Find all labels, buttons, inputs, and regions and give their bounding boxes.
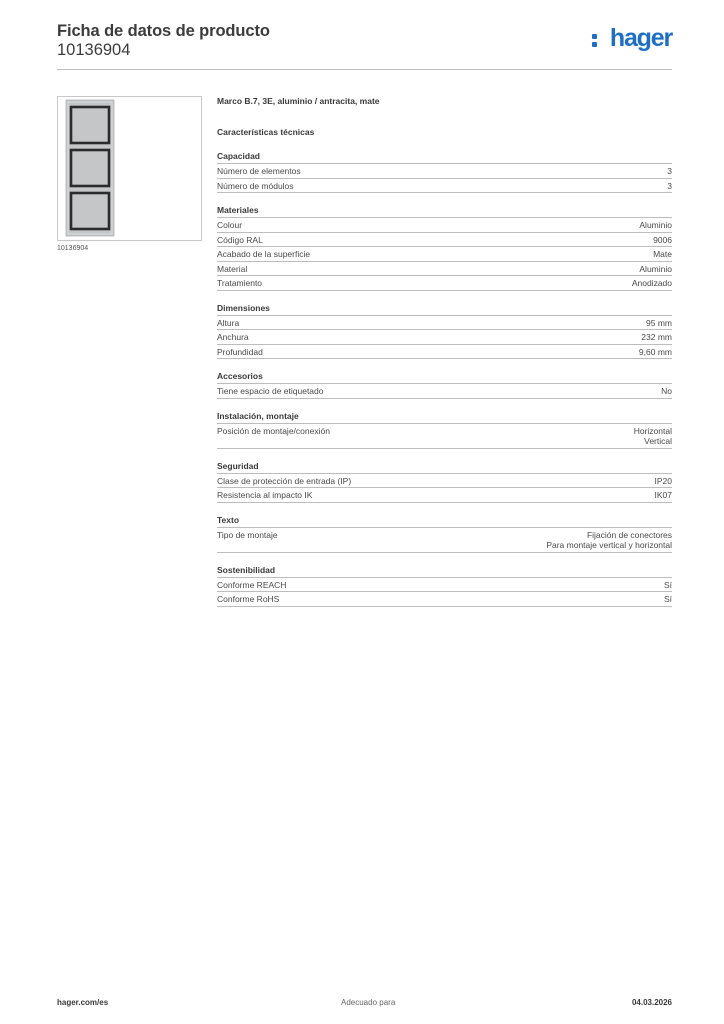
spec-label: Conforme REACH: [217, 579, 287, 590]
spec-label: Tratamiento: [217, 278, 263, 288]
spec-row: [217, 384, 672, 399]
spec-value-line: No: [661, 386, 672, 396]
spec-row: [217, 424, 672, 449]
spec-label: Resistencia al impacto IK: [217, 490, 313, 500]
product-image: [57, 96, 202, 241]
spec-value-line: Horizontal: [633, 425, 672, 436]
spec-row: [217, 592, 672, 607]
spec-value: [646, 318, 672, 329]
spec-label: Altura: [217, 317, 240, 328]
spec-row: [217, 528, 672, 553]
spec-group-title: Texto: [217, 515, 672, 528]
spec-label: Número de módulos: [217, 180, 294, 191]
spec-group-title: Instalación, montaje: [217, 411, 672, 424]
spec-row: [217, 218, 672, 233]
page-header: [57, 22, 672, 70]
product-name: Marco B.7, 3E, aluminio / antracita, mate: [217, 96, 380, 106]
document-code: 10136904: [57, 41, 131, 59]
spec-value: [655, 476, 673, 487]
footer-date: 04.03.2026: [631, 998, 672, 1007]
spec-group: [217, 205, 672, 291]
spec-label: Tiene espacio de etiquetado: [217, 386, 324, 396]
spec-group: [217, 303, 672, 360]
spec-value: [653, 235, 672, 246]
spec-value-line: Aluminio: [639, 263, 672, 274]
frame-illustration: [58, 97, 201, 240]
spec-label: Profundidad: [217, 346, 263, 357]
section-heading: Características técnicas: [217, 127, 315, 137]
spec-label: Colour: [217, 220, 243, 230]
spec-group: [217, 461, 672, 503]
spec-value-line: 95 mm: [646, 317, 672, 328]
spec-row: [217, 262, 672, 277]
product-image-caption: 10136904: [57, 245, 89, 252]
spec-label: Código RAL: [217, 234, 263, 245]
logo-text: hager: [609, 24, 672, 52]
spec-group-title: Sostenibilidad: [217, 565, 672, 578]
spec-value-line: Fijación de conectores: [586, 529, 672, 540]
footer-suitable-for: Adecuado para: [341, 998, 396, 1007]
spec-value-line: Mate: [653, 249, 672, 259]
spec-value: [667, 166, 672, 177]
spec-value: [653, 249, 672, 260]
spec-label: Tipo de montaje: [217, 529, 278, 540]
spec-row: [217, 247, 672, 262]
spec-group-title: Dimensiones: [217, 303, 672, 316]
spec-value: [655, 490, 673, 501]
spec-value-line: IP20: [654, 475, 672, 486]
spec-groups: [217, 151, 672, 607]
spec-row: [217, 474, 672, 489]
spec-row: [217, 233, 672, 248]
spec-label: Material: [217, 263, 248, 274]
spec-value: [641, 332, 672, 343]
page-footer: [57, 998, 672, 1012]
spec-row: [217, 330, 672, 345]
spec-value: [634, 426, 672, 447]
spec-row: [217, 488, 672, 503]
spec-row: [217, 164, 672, 179]
logo-dots-icon: [592, 34, 597, 48]
spec-label: Número de elementos: [217, 166, 301, 176]
spec-label: Conforme RoHS: [217, 594, 280, 604]
spec-value-line: Sí: [663, 594, 672, 604]
spec-value-line: 232 mm: [641, 332, 672, 342]
footer-website[interactable]: hager.com/es: [57, 998, 109, 1007]
spec-value-line: Vertical: [644, 436, 672, 446]
spec-group: [217, 411, 672, 449]
spec-value: [546, 530, 672, 551]
spec-value-line: 9006: [653, 234, 672, 245]
spec-label: Anchura: [217, 332, 249, 342]
spec-group-title: Seguridad: [217, 461, 672, 474]
spec-group-title: Capacidad: [217, 151, 672, 164]
spec-value-line: Sí: [663, 579, 672, 590]
spec-value: [639, 264, 672, 275]
spec-label: Acabado de la superficie: [217, 249, 311, 259]
spec-value-line: 9,60 mm: [638, 346, 672, 357]
spec-group-title: Accesorios: [217, 371, 672, 384]
spec-group: [217, 151, 672, 193]
spec-label: Posición de montaje/conexión: [217, 425, 330, 436]
spec-value: [664, 580, 672, 591]
spec-row: [217, 276, 672, 291]
spec-value-line: 3: [667, 180, 672, 191]
spec-value-line: 3: [667, 166, 672, 176]
spec-value: [639, 220, 672, 231]
spec-value: [664, 594, 672, 605]
spec-value: [639, 347, 672, 358]
spec-value-line: Para montaje vertical y horizontal: [546, 540, 672, 550]
spec-row: [217, 316, 672, 331]
document-title: Ficha de datos de producto: [57, 22, 270, 40]
spec-value: [667, 181, 672, 192]
frame-outer: [66, 100, 114, 236]
spec-value: [661, 386, 672, 397]
datasheet-content: [217, 96, 672, 607]
hager-logo: [590, 26, 672, 54]
spec-value-line: IK07: [654, 490, 672, 500]
spec-label: Clase de protección de entrada (IP): [217, 475, 352, 486]
spec-group-title: Materiales: [217, 205, 672, 218]
spec-row: [217, 345, 672, 360]
spec-group: [217, 371, 672, 399]
spec-group: [217, 565, 672, 607]
spec-row: [217, 179, 672, 194]
spec-row: [217, 578, 672, 593]
spec-value-line: Aluminio: [639, 220, 672, 230]
spec-value: [632, 278, 672, 289]
spec-value-line: Anodizado: [631, 278, 672, 288]
spec-group: [217, 515, 672, 553]
